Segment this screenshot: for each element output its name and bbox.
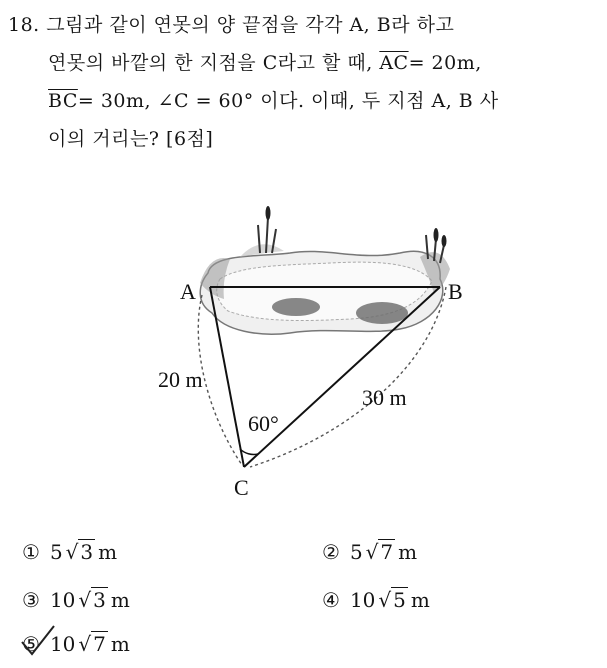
- label-b: B: [448, 279, 463, 304]
- island-1: [272, 298, 320, 316]
- sqrt-symbol: √ 3: [78, 588, 106, 612]
- sqrt-symbol: √ 7: [78, 632, 106, 656]
- sqrt-symbol: √ 5: [378, 588, 406, 612]
- choice-2-unit: m: [398, 540, 418, 564]
- choice-1-unit: m: [98, 540, 118, 564]
- label-angle-c: 60°: [248, 411, 279, 436]
- choice-3-unit: m: [110, 588, 130, 612]
- choice-1-marker: ①: [22, 540, 40, 564]
- choice-2-marker: ②: [322, 540, 340, 564]
- choice-2-radicand: 7: [380, 540, 394, 564]
- choice-2[interactable]: [322, 540, 417, 564]
- sqrt-symbol: √ 3: [65, 540, 94, 564]
- reed-left-head: [266, 206, 271, 220]
- question-number: 18.: [8, 14, 40, 36]
- choice-1[interactable]: [22, 540, 117, 564]
- choice-4-radicand: 5: [393, 588, 406, 612]
- choice-3[interactable]: [22, 588, 130, 612]
- sqrt-symbol: √ 7: [365, 540, 394, 564]
- question-line-1: [8, 6, 600, 44]
- segment-ac: $\overline{AC}$: [379, 52, 409, 74]
- question-text: [8, 6, 600, 158]
- choice-4-unit: m: [410, 588, 430, 612]
- pond-triangle-figure: [150, 195, 480, 505]
- question-line-1-text: 그림과 같이 연못의 양 끝점을 각각 A, B라 하고: [46, 14, 455, 36]
- check-mark-icon: [18, 624, 58, 658]
- reed-right-head-2: [442, 235, 447, 247]
- question-line-3: [8, 82, 600, 120]
- choice-5-marker: ⑤: [22, 632, 40, 656]
- choice-4[interactable]: [322, 588, 430, 612]
- label-ac-length: 20 m: [158, 367, 203, 392]
- figure-svg: [150, 195, 480, 505]
- question-line-2-text: 연못의 바깥의 한 지점을 C라고 할 때,: [48, 52, 373, 74]
- choice-4-marker: ④: [322, 588, 340, 612]
- label-bc-length: 30 m: [362, 385, 407, 410]
- question-line-2: [8, 44, 600, 82]
- segment-ac-value: = 20m,: [408, 52, 482, 74]
- choice-5-coef: 10: [49, 632, 76, 656]
- choice-1-radicand: 3: [80, 540, 94, 564]
- choice-4-coef: 10: [349, 588, 376, 612]
- segment-bc: $\overline{BC}$: [48, 90, 78, 112]
- label-c: C: [234, 475, 249, 500]
- question-line-4-text: 이의 거리는? [6점]: [48, 128, 214, 150]
- choice-3-coef: 10: [49, 588, 76, 612]
- question-line-4: [8, 120, 600, 158]
- choice-1-coef: 5: [49, 540, 63, 564]
- choice-5-unit: m: [110, 632, 130, 656]
- choice-3-radicand: 3: [93, 588, 106, 612]
- choice-5[interactable]: [22, 632, 130, 656]
- choice-2-coef: 5: [349, 540, 363, 564]
- reed-right-head-1: [434, 228, 439, 242]
- choice-3-marker: ③: [22, 588, 40, 612]
- question-line-3-text: = 30m, ∠C = 60° 이다. 이때, 두 지점 A, B 사: [77, 90, 499, 112]
- island-2: [356, 302, 408, 324]
- choice-5-radicand: 7: [93, 632, 106, 656]
- angle-c-arc: [240, 449, 258, 454]
- label-a: A: [180, 279, 196, 304]
